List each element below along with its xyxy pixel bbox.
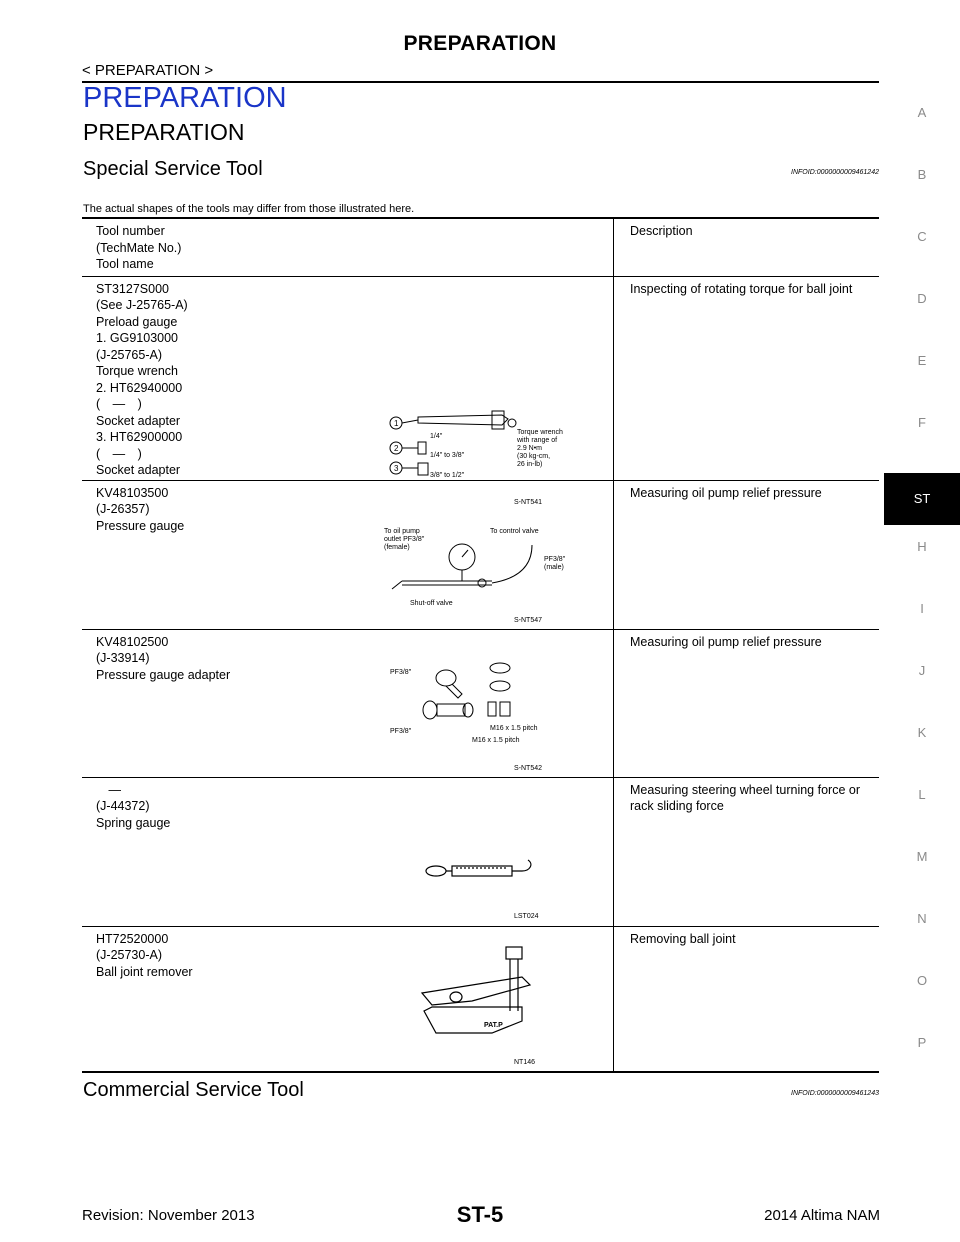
section-tab-d[interactable]: D (917, 291, 927, 306)
fig-label: 1/4″ (430, 432, 443, 440)
tool-line: (J-25730-A) (96, 948, 162, 962)
fig-label: To oil pump (384, 527, 420, 535)
header-tool-cell (82, 218, 614, 276)
callout-3: 3 (394, 463, 399, 473)
preload-gauge-illustration (382, 407, 582, 487)
section-subtitle: PREPARATION (83, 119, 245, 145)
breadcrumb[interactable]: < PREPARATION > (82, 62, 214, 79)
section-tab-m[interactable]: M (916, 849, 928, 864)
fig-label: PF3/8″ (390, 727, 412, 735)
section-tab-o[interactable]: O (916, 973, 928, 988)
pressure-gauge-adapter-illustration (382, 656, 582, 756)
tool-line: Socket adapter (96, 413, 181, 428)
callout-2: 2 (394, 443, 399, 453)
footer-revision: Revision: November 2013 (82, 1207, 255, 1224)
tool-line: ST3127S000 (96, 281, 169, 296)
figure-code: S-NT542 (514, 764, 543, 772)
cst-infoid: INFOID:0000000009461243 (791, 1090, 879, 1097)
tool-line: Pressure gauge (96, 518, 185, 533)
figure-code: NT146 (514, 1058, 536, 1066)
tool-line: HT72520000 (96, 931, 169, 946)
section-tab-p[interactable]: P (917, 1035, 927, 1050)
tool-description: Measuring oil pump relief pressure (614, 480, 880, 629)
header-techmate: (TechMate No.) (96, 240, 182, 255)
footer-page-number: ST-5 (456, 1202, 504, 1227)
tool-description: Removing ball joint (614, 926, 880, 1072)
table-row (82, 926, 879, 1072)
tool-line: Spring gauge (96, 815, 171, 830)
tool-line: 3. HT62900000 (96, 430, 183, 444)
section-tab-j[interactable]: J (918, 663, 926, 678)
tool-line: 2. HT62940000 (96, 380, 183, 395)
ball-joint-remover-illustration (412, 941, 542, 1041)
footer-model: 2014 Altima NAM (764, 1207, 880, 1224)
tool-table (82, 217, 879, 1073)
tool-line: KV48102500 (96, 634, 169, 649)
tool-line: Preload gauge (96, 314, 178, 329)
fig-label: M16 x 1.5 pitch (472, 736, 520, 744)
tool-line: (J-33914) (96, 651, 150, 665)
tool-line: ( — ) (96, 446, 142, 461)
tool-line: Pressure gauge adapter (96, 667, 231, 682)
tool-description-text: Measuring steering wheel turning force or rack sliding force (630, 782, 860, 813)
fig-label: PF3/8″ (544, 555, 566, 563)
fig-label: Torque wrench (517, 428, 563, 436)
tool-line: Ball joint remover (96, 964, 193, 979)
figure-code: S-NT541 (514, 498, 543, 506)
fig-label: (30 kg-cm, (517, 452, 551, 460)
tool-description (614, 777, 880, 926)
fig-label: Shut-off valve (410, 599, 453, 607)
table-row (82, 777, 879, 926)
section-tab-n[interactable]: N (917, 911, 927, 926)
tool-line: Socket adapter (96, 463, 181, 477)
fig-label: 3/8″ to 1/2″ (430, 471, 465, 479)
figure-code: LST024 (514, 912, 539, 920)
section-tab-h[interactable]: H (917, 539, 927, 554)
fig-label: To control valve (490, 527, 539, 535)
tool-line: (J-44372) (96, 799, 150, 813)
tool-line: ( — ) (96, 397, 142, 411)
fig-label: PF3/8″ (390, 668, 412, 676)
tool-cell (82, 629, 614, 777)
sst-infoid: INFOID:0000000009461242 (791, 169, 879, 176)
section-tab-k[interactable]: K (917, 725, 927, 740)
section-tab-a[interactable]: A (917, 105, 927, 120)
fig-label: (male) (544, 563, 564, 571)
tool-line: (J-25765-A) (96, 347, 162, 362)
header-description: Description (614, 218, 880, 276)
section-tab-b[interactable]: B (917, 167, 927, 182)
tool-description: Inspecting of rotating torque for ball joint (614, 276, 880, 480)
pressure-gauge-illustration (382, 523, 582, 613)
tool-line: — (96, 782, 122, 797)
tool-line: (J-26357) (96, 502, 150, 516)
tool-line: 1. GG9103000 (96, 331, 179, 345)
fig-label: with range of (517, 436, 558, 444)
fig-label: PAT.P (484, 1021, 503, 1029)
section-tab-st[interactable]: ST (884, 473, 960, 525)
page-header-title: PREPARATION (403, 32, 557, 55)
section-title: PREPARATION (83, 82, 287, 114)
header-tool-name: Tool name (96, 257, 154, 271)
special-service-tool-heading: Special Service Tool (83, 158, 263, 180)
figure-code: S-NT547 (514, 616, 543, 624)
commercial-service-tool-heading: Commercial Service Tool (83, 1079, 304, 1101)
section-tab-l[interactable]: L (918, 787, 926, 802)
fig-label: outlet PF3/8″ (384, 535, 425, 543)
tool-line: (See J-25765-A) (96, 298, 188, 312)
tool-line: Torque wrench (96, 364, 178, 378)
fig-label: 1/4″ to 3/8″ (430, 451, 465, 459)
callout-1: 1 (394, 418, 399, 428)
tool-cell (82, 777, 614, 926)
table-row (82, 480, 879, 629)
section-tab-c[interactable]: C (917, 229, 927, 244)
table-row (82, 629, 879, 777)
tool-cell (82, 926, 614, 1072)
fig-label: (female) (384, 543, 410, 551)
fig-label: M16 x 1.5 pitch (490, 724, 538, 732)
tool-description: Measuring oil pump relief pressure (614, 629, 880, 777)
intro-text: The actual shapes of the tools may differ from those illustrated here. (83, 203, 415, 215)
section-tab-i[interactable]: I (920, 601, 924, 616)
table-row (82, 276, 879, 480)
table-header-row (82, 218, 879, 276)
spring-gauge-illustration (422, 856, 542, 886)
tool-line: KV48103500 (96, 485, 169, 500)
tool-cell (82, 480, 614, 629)
section-tab-e[interactable]: E (917, 353, 927, 368)
fig-label: 26 in-lb) (517, 460, 543, 468)
header-tool-number: Tool number (96, 224, 165, 238)
section-index-tabs (884, 96, 960, 1088)
section-tab-f[interactable]: F (918, 415, 926, 430)
fig-label: 2.9 N•m (517, 444, 543, 452)
